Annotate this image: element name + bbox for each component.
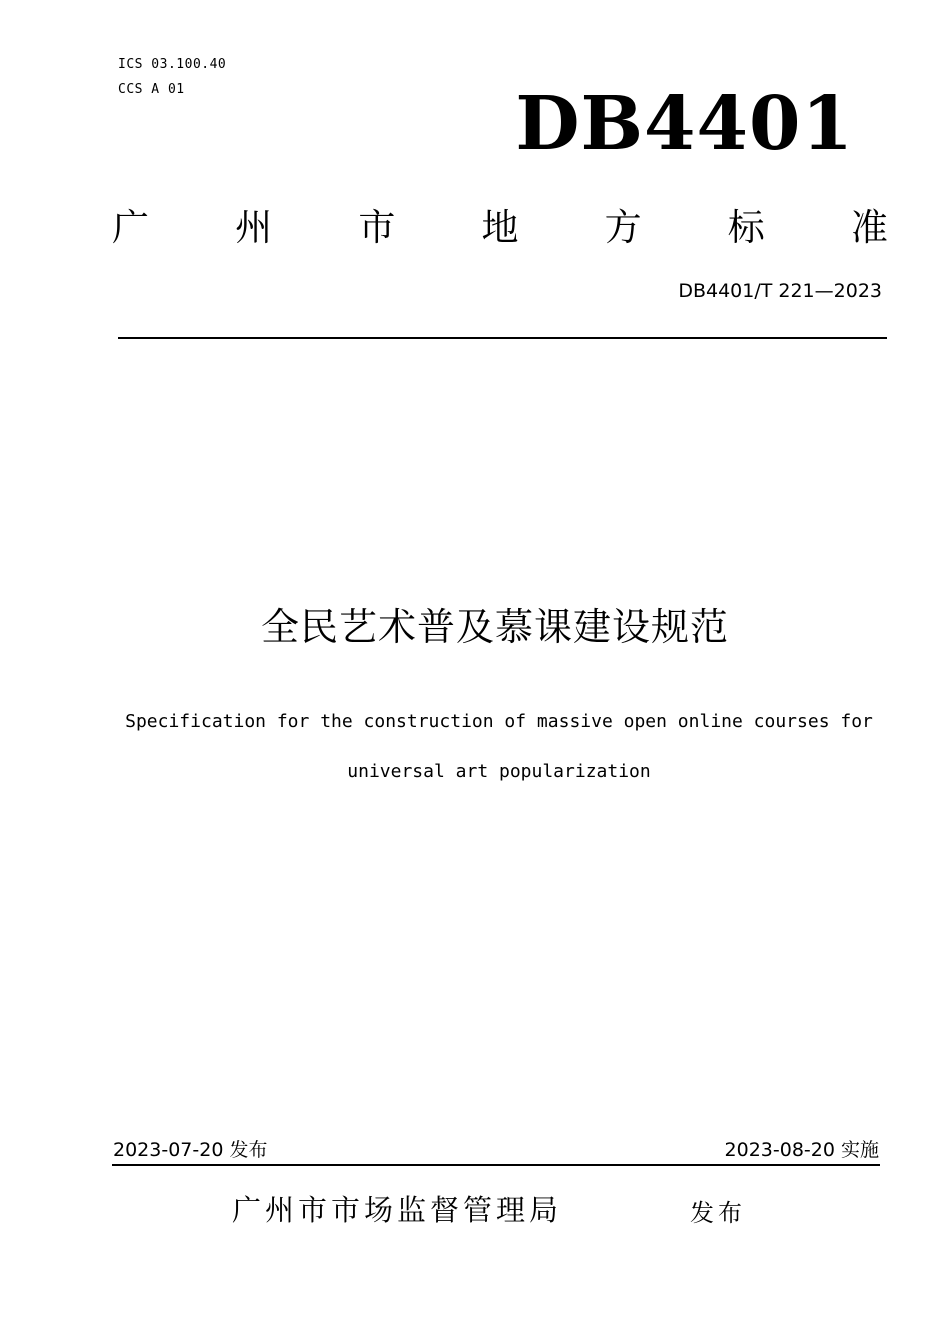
ccs-code: CCS A 01 (118, 82, 185, 97)
standard-type-char: 方 (604, 206, 642, 249)
standard-type-char: 地 (481, 206, 519, 249)
issuing-action: 发布 (690, 1199, 746, 1227)
chinese-title: 全民艺术普及慕课建设规范 (260, 605, 729, 649)
classification-codes (118, 52, 226, 102)
standard-type-char: 市 (358, 206, 396, 249)
bottom-divider (112, 1164, 880, 1166)
effective-date: 2023-08-20 实施 (724, 1139, 879, 1161)
ics-code: ICS 03.100.40 (118, 57, 227, 72)
standard-type-char: 广 (112, 206, 149, 249)
english-title-line-1: Specification for the construction of massive open online courses for (125, 711, 873, 732)
publication-date: 2023-07-20 发布 (113, 1139, 268, 1161)
top-divider (118, 337, 887, 339)
standard-type-char: 州 (235, 206, 273, 249)
standard-type-char: 准 (850, 206, 888, 249)
standard-number: DB4401/T 221—2023 (678, 280, 882, 302)
standard-type-char: 标 (727, 206, 765, 249)
standard-logo: DB4401 (515, 81, 854, 167)
english-title-line-2: universal art popularization (347, 761, 651, 782)
standard-type-heading (112, 205, 888, 251)
issuing-authority: 广州市市场监督管理局 (232, 1193, 563, 1227)
